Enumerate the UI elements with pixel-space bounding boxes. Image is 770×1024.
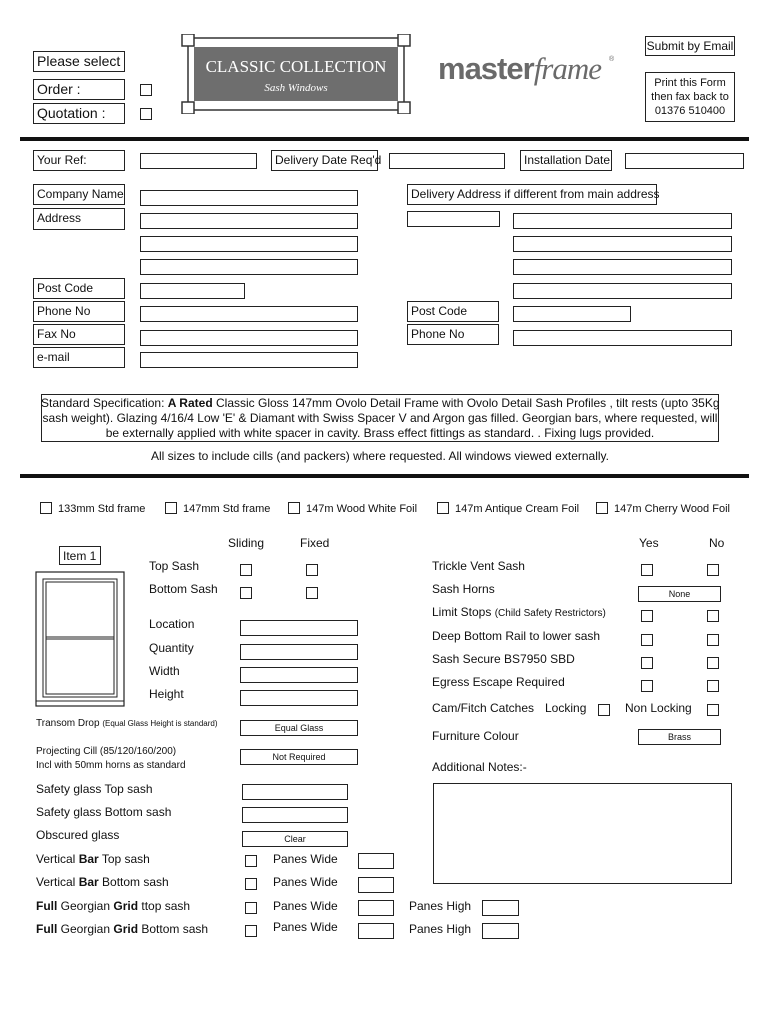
vbar-top-panes-wide-field[interactable] <box>358 853 394 869</box>
transom-drop-label <box>36 717 218 731</box>
grid-top-a: Full <box>36 899 58 913</box>
delivery-phone-no-label: Phone No <box>407 324 499 345</box>
masterframe-logo <box>438 52 601 86</box>
spec-line-2: sash weight). Glazing 4/16/4 Low 'E' & Diamant with Swiss Spacer V and Argon gas filled. Georgian bars, where requested, will <box>42 411 718 425</box>
grid-top-panes-high-label: Panes High <box>409 899 472 913</box>
grid-bottom-panes-high-field[interactable] <box>482 923 519 939</box>
vbar-bottom-checkbox[interactable] <box>245 878 257 890</box>
post-code-field[interactable] <box>140 283 245 299</box>
location-label: Location <box>149 617 195 631</box>
brand-master: master <box>438 51 534 86</box>
grid-top-checkbox[interactable] <box>245 902 257 914</box>
bottom-sash-label: Bottom Sash <box>149 582 218 596</box>
spec-note: All sizes to include cills (and packers) where requested. All windows viewed externally. <box>151 449 609 463</box>
post-code-label: Post Code <box>33 278 125 299</box>
your-ref-label: Your Ref: <box>33 150 125 171</box>
fax-no-field[interactable] <box>140 330 358 346</box>
furniture-colour-label: Furniture Colour <box>432 729 519 743</box>
installation-date-field[interactable] <box>625 153 744 169</box>
frame-option-label-2: 147mm Std frame <box>183 503 271 515</box>
sash-window-icon <box>35 571 125 707</box>
grid-bottom-panes-wide-label: Panes Wide <box>273 920 338 934</box>
divider-middle <box>20 474 749 478</box>
vbar-top-a: Vertical <box>36 852 79 866</box>
additional-notes-label: Additional Notes:- <box>432 760 527 774</box>
frame-option-checkbox-4[interactable] <box>437 502 449 514</box>
vbar-bottom-panes-wide-field[interactable] <box>358 877 394 893</box>
delivery-address-field-1[interactable] <box>513 213 732 229</box>
projecting-cill-label: Projecting Cill (85/120/160/200) <box>36 746 177 757</box>
quantity-field[interactable] <box>240 644 358 660</box>
frame-option-checkbox-2[interactable] <box>165 502 177 514</box>
quotation-checkbox[interactable] <box>140 108 152 120</box>
sliding-header: Sliding <box>228 536 265 550</box>
locking-checkbox[interactable] <box>598 704 610 716</box>
grid-top-c: Grid <box>113 899 139 913</box>
grid-bottom-label <box>36 922 208 936</box>
bottom-sash-fixed-checkbox[interactable] <box>306 587 318 599</box>
frame-option-checkbox-1[interactable] <box>40 502 52 514</box>
spec-line-3: be externally applied with white spacer in cavity. Brass effect fittings as standard. . Fixing lugs provided. <box>105 426 655 440</box>
fax-no-label: Fax No <box>33 324 125 345</box>
cam-catches-label: Cam/Fitch Catches <box>432 701 535 715</box>
delivery-address-field-3[interactable] <box>513 259 732 275</box>
address-field-1[interactable] <box>140 213 358 229</box>
delivery-address-field-4[interactable] <box>513 283 732 299</box>
phone-no-field[interactable] <box>140 306 358 322</box>
print-line-1: Print this Form <box>654 77 726 89</box>
delivery-date-label: Delivery Date Req'd <box>271 150 378 171</box>
projecting-cill-select[interactable]: Not Required <box>240 749 358 765</box>
height-field[interactable] <box>240 690 358 706</box>
vbar-top-c: Top sash <box>98 852 150 866</box>
vbar-bot-c: Bottom sash <box>98 875 169 889</box>
divider-top <box>20 137 749 141</box>
vbar-top-b: Bar <box>78 852 99 866</box>
top-sash-label: Top Sash <box>149 559 200 573</box>
delivery-address-label: Delivery Address if different from main address <box>407 184 657 205</box>
grid-bot-b: Georgian <box>57 922 114 936</box>
furniture-colour-select[interactable]: Brass <box>638 729 721 745</box>
email-field[interactable] <box>140 352 358 368</box>
top-sash-fixed-checkbox[interactable] <box>306 564 318 576</box>
trickle-vent-no-checkbox[interactable] <box>707 564 719 576</box>
your-ref-field[interactable] <box>140 153 257 169</box>
print-line-3: 01376 510400 <box>654 105 726 117</box>
no-header: No <box>709 536 725 550</box>
vbar-top-checkbox[interactable] <box>245 855 257 867</box>
sash-secure-label: Sash Secure BS7950 SBD <box>432 652 575 666</box>
trickle-vent-label: Trickle Vent Sash <box>432 559 525 573</box>
limit-stops-text: Limit Stops <box>432 605 492 619</box>
please-select-label: Please select <box>33 51 125 72</box>
sash-horns-select[interactable]: None <box>638 586 721 602</box>
deep-rail-label: Deep Bottom Rail to lower sash <box>432 629 601 643</box>
limit-stops-note: (Child Safety Restrictors) <box>494 608 606 619</box>
cill-note: Incl with 50mm horns as standard <box>36 760 186 771</box>
frame-option-label-1: 133mm Std frame <box>58 503 146 515</box>
height-label: Height <box>149 687 184 701</box>
email-label: e-mail <box>33 347 125 368</box>
installation-date-label: Installation Date <box>520 150 612 171</box>
vbar-bottom-panes-wide-label: Panes Wide <box>273 875 338 889</box>
vbar-top-label <box>36 852 150 866</box>
spec-line-1-rest: Classic Gloss 147mm Ovolo Detail Frame with Ovolo Detail Sash Profiles , tilt rests (upto 35Kg <box>212 396 720 410</box>
grid-bottom-panes-wide-field[interactable] <box>358 923 394 939</box>
obscured-label: Obscured glass <box>36 828 120 842</box>
print-fax-box <box>645 72 735 122</box>
grid-top-d: ttop sash <box>138 899 191 913</box>
frame-option-checkbox-5[interactable] <box>596 502 608 514</box>
deep-rail-no-checkbox[interactable] <box>707 634 719 646</box>
delivery-company-field[interactable] <box>407 211 500 227</box>
locking-label: Locking <box>545 701 587 715</box>
deep-rail-yes-checkbox[interactable] <box>641 634 653 646</box>
egress-label: Egress Escape Required <box>432 675 565 689</box>
grid-top-label <box>36 899 190 913</box>
grid-top-panes-wide-label: Panes Wide <box>273 899 338 913</box>
address-field-2[interactable] <box>140 236 358 252</box>
limit-stops-yes-checkbox[interactable] <box>641 610 653 622</box>
phone-no-label: Phone No <box>33 301 125 322</box>
width-label: Width <box>149 664 180 678</box>
obscured-select[interactable]: Clear <box>242 831 348 847</box>
spec-line-1 <box>41 396 719 410</box>
grid-top-b: Georgian <box>57 899 114 913</box>
width-field[interactable] <box>240 667 358 683</box>
location-field[interactable] <box>240 620 358 636</box>
delivery-post-code-field[interactable] <box>513 306 631 322</box>
egress-no-checkbox[interactable] <box>707 680 719 692</box>
grid-bottom-panes-high-label: Panes High <box>409 922 472 936</box>
address-field-3[interactable] <box>140 259 358 275</box>
top-sash-sliding-checkbox[interactable] <box>240 564 252 576</box>
yes-header: Yes <box>639 536 659 550</box>
non-locking-label: Non Locking <box>625 701 692 715</box>
frame-option-label-4: 147m Antique Cream Foil <box>455 503 580 515</box>
quotation-label: Quotation : <box>33 103 125 124</box>
delivery-date-field[interactable] <box>389 153 505 169</box>
safety-top-label: Safety glass Top sash <box>36 782 153 796</box>
address-label: Address <box>33 208 125 230</box>
grid-bottom-checkbox[interactable] <box>245 925 257 937</box>
delivery-post-code-label: Post Code <box>407 301 499 322</box>
quantity-label: Quantity <box>149 641 194 655</box>
order-label: Order : <box>33 79 125 100</box>
submit-by-email-button[interactable]: Submit by Email <box>645 36 735 56</box>
sash-secure-no-checkbox[interactable] <box>707 657 719 669</box>
grid-bot-a: Full <box>36 922 58 936</box>
company-name-field[interactable] <box>140 190 358 206</box>
spec-bold: A Rated <box>167 396 213 410</box>
safety-bottom-field[interactable] <box>242 807 348 823</box>
safety-top-field[interactable] <box>242 784 348 800</box>
item-title: Item 1 <box>59 546 101 565</box>
classic-collection-title: CLASSIC COLLECTION <box>205 57 387 76</box>
grid-top-panes-wide-field[interactable] <box>358 900 394 916</box>
safety-bottom-label: Safety glass Bottom sash <box>36 805 172 819</box>
sash-horns-label: Sash Horns <box>432 582 495 596</box>
transom-note: (Equal Glass Height is standard) <box>102 719 218 728</box>
order-checkbox[interactable] <box>140 84 152 96</box>
limit-stops-label <box>432 605 606 621</box>
egress-yes-checkbox[interactable] <box>641 680 653 692</box>
frame-option-label-5: 147m Cherry Wood Foil <box>614 503 730 515</box>
bottom-sash-sliding-checkbox[interactable] <box>240 587 252 599</box>
sash-secure-yes-checkbox[interactable] <box>641 657 653 669</box>
frame-option-label-3: 147m Wood White Foil <box>306 503 418 515</box>
company-name-label: Company Name <box>33 184 125 205</box>
delivery-address-field-2[interactable] <box>513 236 732 252</box>
transom-drop-select[interactable]: Equal Glass <box>240 720 358 736</box>
spec-prefix: Standard Specification: <box>41 396 168 410</box>
vbar-bottom-label <box>36 875 169 889</box>
transom-drop-text: Transom Drop <box>36 718 100 729</box>
grid-bot-c: Grid <box>113 922 139 936</box>
non-locking-checkbox[interactable] <box>707 704 719 716</box>
grid-top-panes-high-field[interactable] <box>482 900 519 916</box>
additional-notes-textarea[interactable] <box>433 783 732 884</box>
fixed-header: Fixed <box>300 536 330 550</box>
registered-mark-icon: ® <box>609 56 615 63</box>
brand-frame: frame <box>533 51 602 86</box>
print-line-2: then fax back to <box>651 91 729 103</box>
grid-bot-d: Bottom sash <box>138 922 209 936</box>
limit-stops-no-checkbox[interactable] <box>707 610 719 622</box>
vbar-bot-b: Bar <box>78 875 99 889</box>
frame-option-checkbox-3[interactable] <box>288 502 300 514</box>
vbar-top-panes-wide-label: Panes Wide <box>273 852 338 866</box>
delivery-phone-no-field[interactable] <box>513 330 732 346</box>
classic-collection-subtitle: Sash Windows <box>264 82 328 94</box>
vbar-bot-a: Vertical <box>36 875 79 889</box>
trickle-vent-yes-checkbox[interactable] <box>641 564 653 576</box>
